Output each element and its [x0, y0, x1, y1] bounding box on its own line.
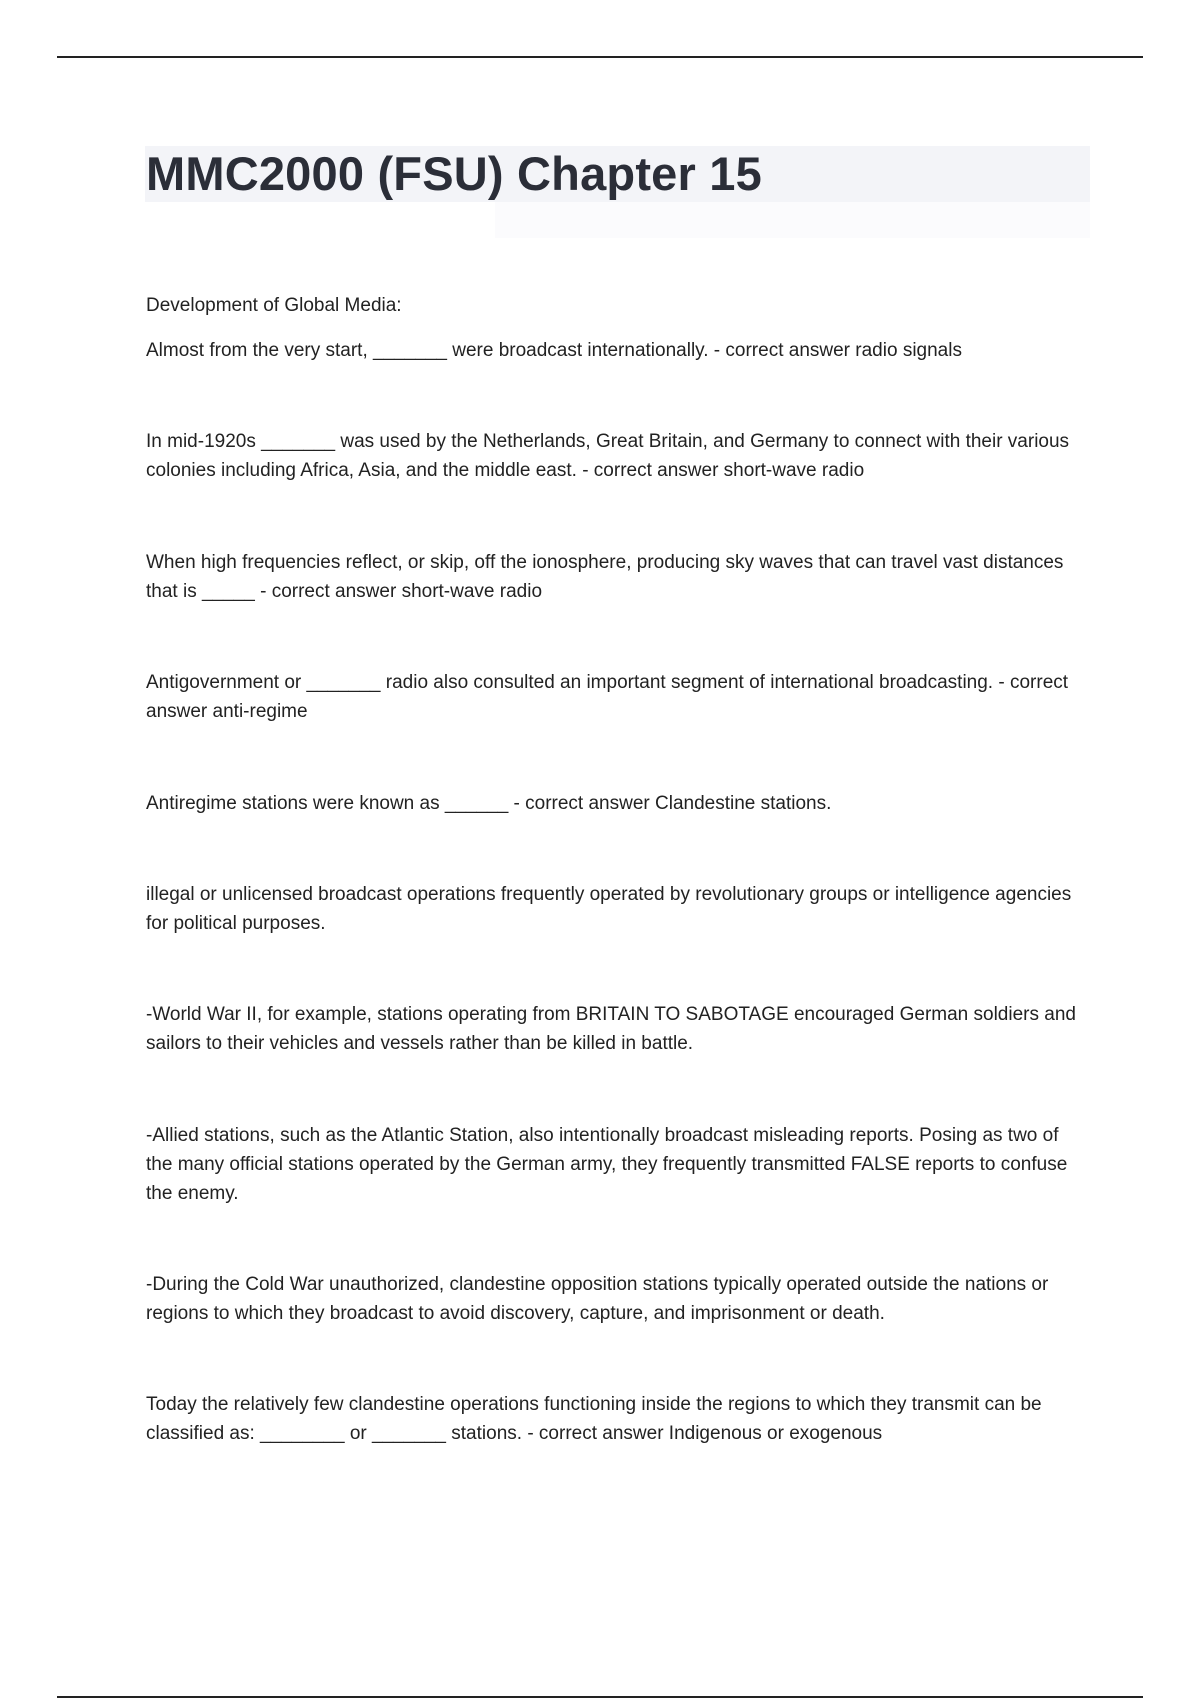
title-highlight-shadow — [495, 202, 1090, 238]
note-item: -Allied stations, such as the Atlantic Station, also intentionally broadcast misleading reports. Posing as two of the many official stations operated by the German army, they frequently transmitted FALSE reports to confuse the enemy. — [146, 1125, 1068, 1204]
question-item: Antiregime stations were known as ______ - correct answer Clandestine stations. — [146, 793, 832, 814]
page-title: MMC2000 (FSU) Chapter 15 — [146, 147, 762, 200]
question-item: In mid-1920s _______ was used by the Netherlands, Great Britain, and Germany to connect with their various colonies including Africa, Asia, and the middle east. - correct answer short-wave radio — [146, 431, 1070, 481]
note-item: illegal or unlicensed broadcast operations frequently operated by revolutionary groups or intelligence agencies for political purposes. — [146, 884, 1072, 934]
bottom-divider — [57, 1696, 1143, 1698]
question-item: Today the relatively few clandestine operations functioning inside the regions to which they transmit can be classified as: ________ or _______ stations. - correct answer Indigenous or exogenous — [146, 1394, 1042, 1444]
question-item: Antigovernment or _______ radio also consulted an important segment of international broadcasting. - correct answer anti-regime — [146, 672, 1069, 722]
question-item: Almost from the very start, _______ were broadcast internationally. - correct answer radio signals — [146, 340, 962, 361]
section-heading: Development of Global Media: — [146, 295, 402, 316]
question-item: When high frequencies reflect, or skip, off the ionosphere, producing sky waves that can travel vast distances that is _____ - correct answer short-wave radio — [146, 552, 1064, 602]
note-item: -During the Cold War unauthorized, clandestine opposition stations typically operated outside the nations or regions to which they broadcast to avoid discovery, capture, and imprisonment or death. — [146, 1274, 1049, 1324]
note-item: -World War II, for example, stations operating from BRITAIN TO SABOTAGE encouraged German soldiers and sailors to their vehicles and vessels rather than be killed in battle. — [146, 1004, 1076, 1054]
top-divider — [57, 56, 1143, 58]
